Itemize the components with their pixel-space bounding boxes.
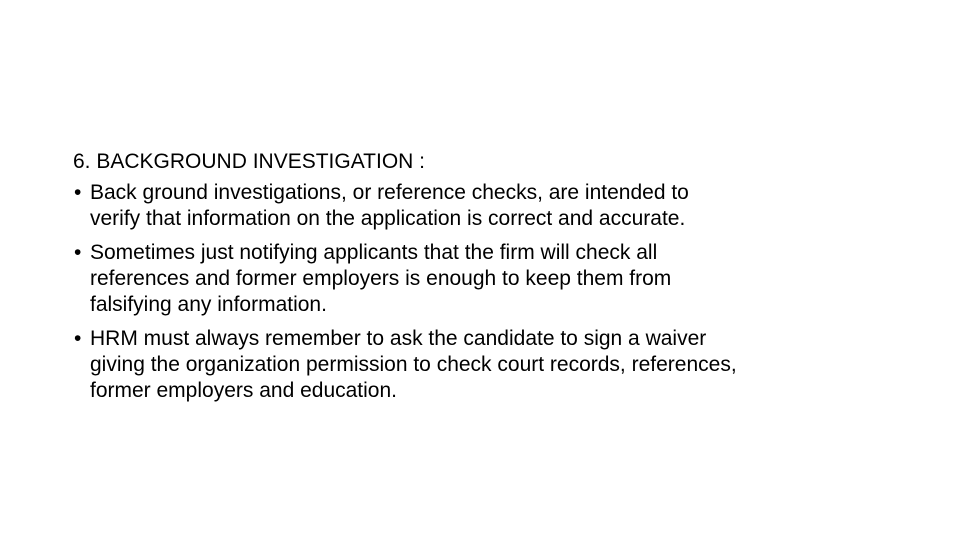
bullet-text-line: falsifying any information.	[90, 293, 327, 316]
bullet-text-line: HRM must always remember to ask the candidate to sign a waiver	[90, 327, 707, 350]
slide-content	[73, 146, 893, 412]
bullet-text-line: giving the organization permission to check court records, references,	[90, 353, 737, 376]
bullet-text-line: references and former employers is enough to keep them from	[90, 267, 672, 290]
bullet-point: •	[74, 181, 82, 204]
bullet-item-3	[73, 326, 893, 404]
bullet-text-line: Back ground investigations, or reference checks, are intended to	[90, 181, 689, 204]
bullet-text-line: former employers and education.	[90, 379, 397, 402]
bullet-text-line: Sometimes just notifying applicants that the firm will check all	[90, 241, 658, 264]
bullet-point: •	[74, 327, 82, 350]
bullet-item-2	[73, 240, 893, 318]
bullet-list	[73, 180, 893, 404]
bullet-text-line: verify that information on the application is correct and accurate.	[90, 207, 686, 230]
section-heading: 6. BACKGROUND INVESTIGATION :	[73, 150, 425, 173]
bullet-point: •	[74, 241, 82, 264]
bullet-item-1	[73, 180, 893, 232]
